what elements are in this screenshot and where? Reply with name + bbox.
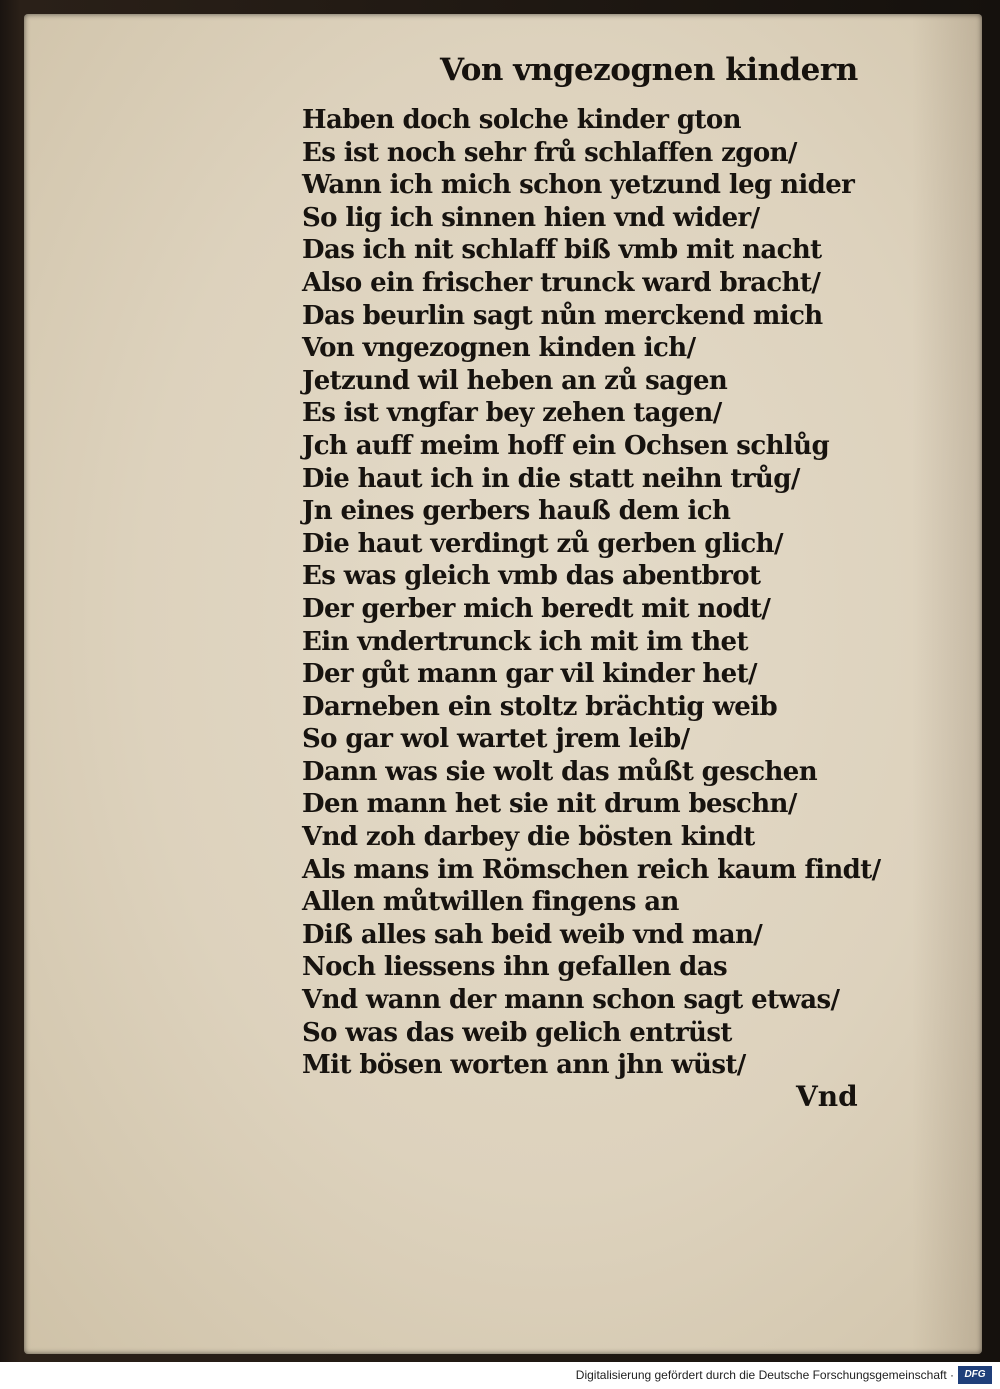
verse-line: Der gůt mann gar vil kinder het/ — [302, 659, 757, 690]
catchword: Vnd — [796, 1080, 858, 1113]
verse-text — [302, 104, 881, 1082]
verse-line: So lig ich sinnen hien vnd wider/ — [302, 202, 760, 233]
dfg-logo: DFG — [958, 1366, 992, 1384]
verse-line: Also ein frischer trunck ward bracht/ — [302, 267, 821, 298]
verse-line: Diß alles sah beid weib vnd man/ — [302, 919, 763, 950]
verse-line: Haben doch solche kinder gton — [302, 105, 741, 135]
verse-line: Darneben ein stoltz brächtig weib — [302, 691, 778, 722]
verse-line: Die haut verdingt zů gerben glich/ — [302, 528, 783, 559]
verse-line: Ein vndertrunck ich mit im thet — [302, 626, 748, 657]
digitization-footer — [0, 1362, 1000, 1389]
page-gutter-shadow — [912, 14, 982, 1354]
verse-line: Das beurlin sagt nůn merckend mich — [302, 300, 823, 331]
verse-line: Den mann het sie nit drum beschn/ — [302, 789, 797, 820]
verse-line: Die haut ich in die statt neihn trůg/ — [302, 463, 800, 494]
verse-line: Es ist noch sehr frů schlaffen zgon/ — [302, 137, 797, 168]
verse-line: Das ich nit schlaff biß vmb mit nacht — [302, 235, 822, 266]
verse-line: Dann was sie wolt das můßt geschen — [302, 756, 818, 787]
verse-line: Noch liessens ihn gefallen das — [302, 952, 728, 983]
footer-credit: Digitalisierung gefördert durch die Deutsche Forschungsgemeinschaft · — [575, 1368, 954, 1382]
verse-line: Von vngezognen kinden ich/ — [302, 333, 696, 364]
verse-line: Vnd wann der mann schon sagt etwas/ — [302, 985, 840, 1016]
verse-line: So was das weib gelich entrüst — [302, 1017, 732, 1048]
verse-line: Jetzund wil heben an zů sagen — [302, 365, 728, 396]
verse-line: Als mans im Römschen reich kaum findt/ — [302, 854, 881, 885]
verse-line: Mit bösen worten ann jhn wüst/ — [302, 1050, 746, 1081]
verse-line: Wann ich mich schon yetzund leg nider — [302, 170, 855, 201]
verse-line: Der gerber mich beredt mit nodt/ — [302, 593, 771, 624]
verse-line: Vnd zoh darbey die bösten kindt — [302, 822, 755, 853]
verse-line: Es was gleich vmb das abentbrot — [302, 561, 761, 592]
verse-line: So gar wol wartet jrem leib/ — [302, 724, 690, 755]
running-header: Von vngezognen kindern — [440, 52, 858, 88]
verse-line: Es ist vngfar bey zehen tagen/ — [302, 398, 722, 429]
verse-line: Allen můtwillen fingens an — [302, 887, 679, 918]
verse-line: Jn eines gerbers hauß dem ich — [302, 496, 731, 527]
verse-line: Jch auff meim hoff ein Ochsen schlůg — [302, 430, 830, 461]
